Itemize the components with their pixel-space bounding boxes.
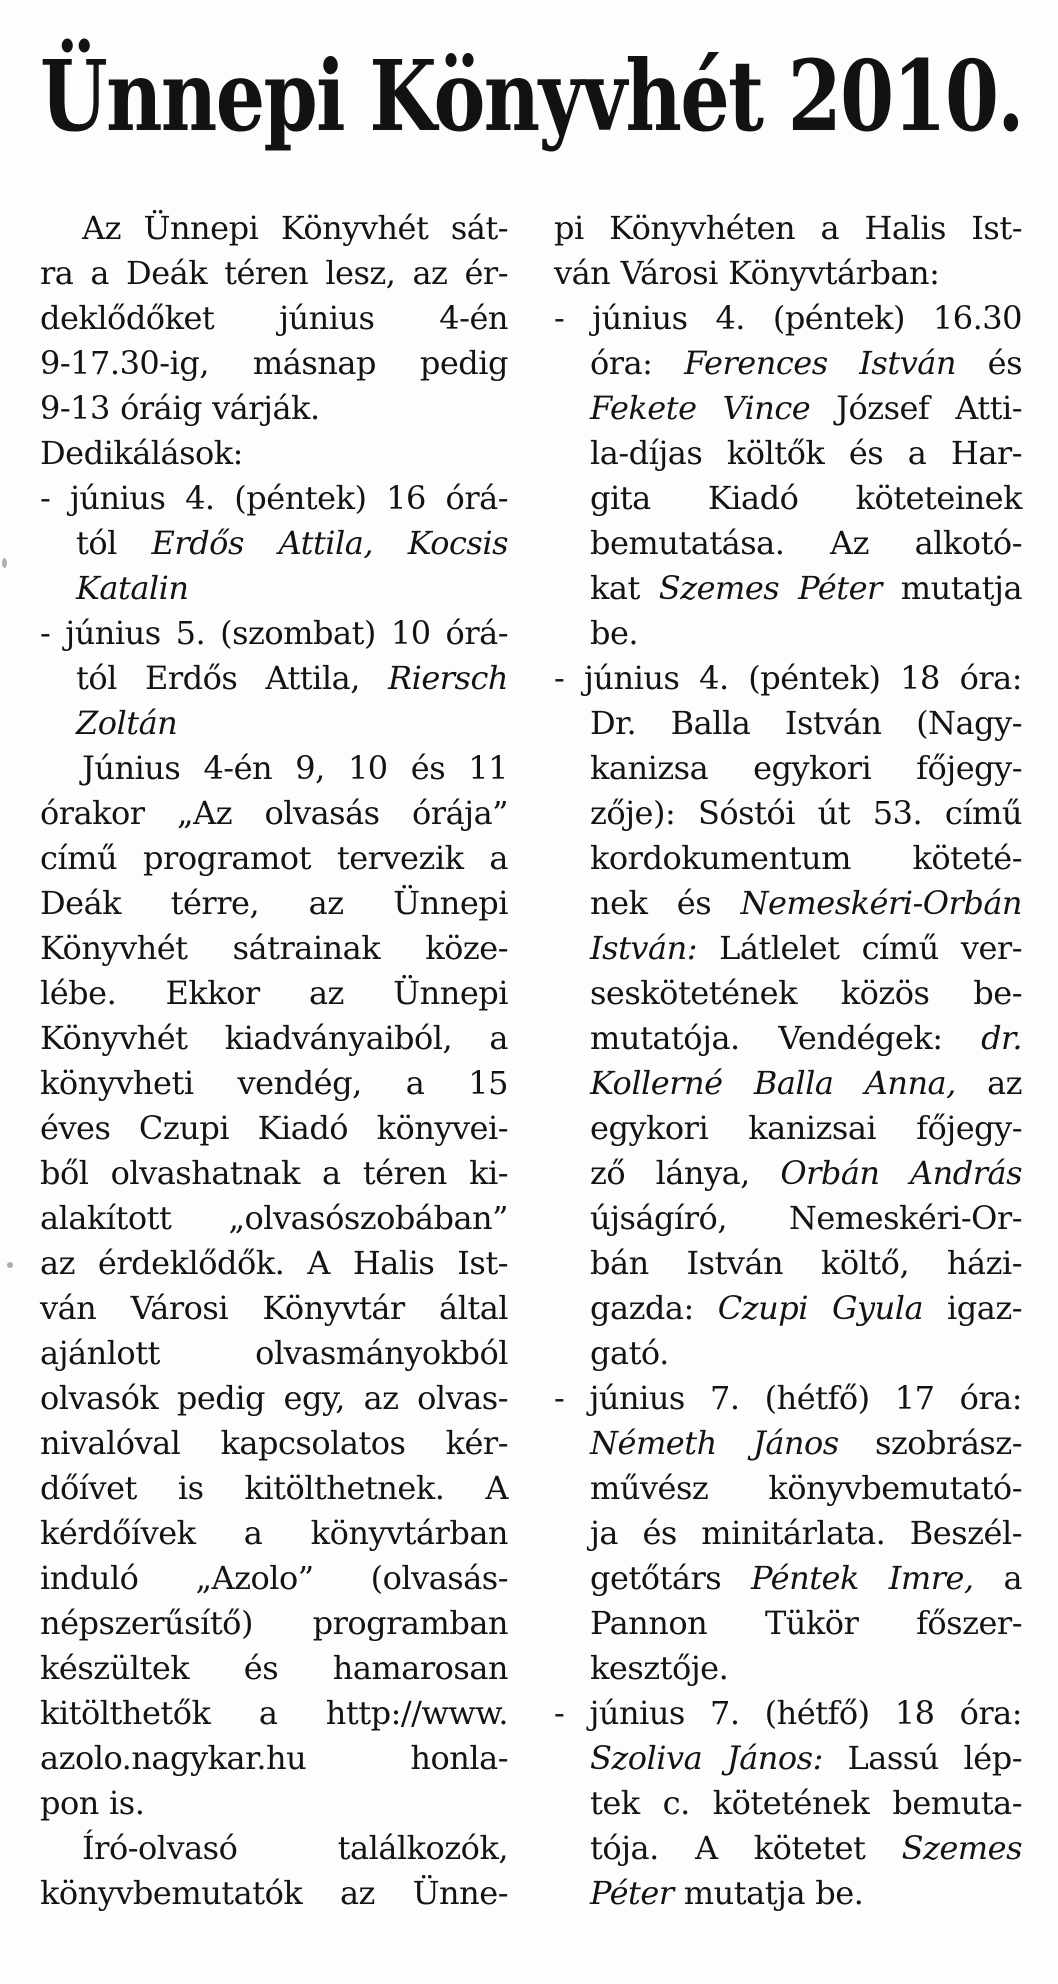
text-line bbox=[554, 791, 1022, 836]
text-line bbox=[40, 296, 508, 341]
text-line bbox=[40, 971, 508, 1016]
text-line bbox=[40, 1241, 508, 1286]
text-segment: az érdeklődők. A Halis Ist- bbox=[40, 1244, 508, 1282]
article-columns bbox=[40, 206, 1022, 1916]
text-segment: bemutatása. Az alkotó- bbox=[590, 524, 1022, 562]
text-line bbox=[40, 386, 508, 431]
italic-text-segment: Kollerné Balla Anna, bbox=[590, 1064, 956, 1102]
italic-text-segment: Orbán András bbox=[780, 1154, 1023, 1192]
italic-text-segment: Németh János bbox=[590, 1424, 839, 1462]
article-title-text: Ünnepi Könyvhét 2010. bbox=[40, 39, 1023, 153]
italic-text-segment: Nemeskéri-Orbán bbox=[740, 884, 1022, 922]
text-line bbox=[40, 1556, 508, 1601]
italic-text-segment: Katalin bbox=[76, 569, 189, 607]
italic-text-segment: Szemes Péter bbox=[658, 569, 882, 607]
article-column-left bbox=[40, 206, 508, 1916]
text-line bbox=[554, 1151, 1022, 1196]
text-segment: 9-17.30-ig, másnap pedig bbox=[40, 344, 508, 382]
text-segment: a bbox=[973, 1559, 1023, 1597]
text-line bbox=[40, 251, 508, 296]
text-line bbox=[554, 1331, 1022, 1376]
text-line bbox=[40, 1286, 508, 1331]
text-segment: be. bbox=[590, 614, 639, 652]
text-line bbox=[554, 881, 1022, 926]
text-line bbox=[40, 1826, 508, 1871]
text-segment: ván Városi Könyvtárban: bbox=[554, 254, 940, 292]
text-segment: induló „Azolo” (olvasás- bbox=[40, 1559, 508, 1597]
italic-text-segment: István: bbox=[590, 929, 697, 967]
text-segment: készültek és hamarosan bbox=[40, 1649, 508, 1687]
text-segment: Június 4-én 9, 10 és 11 bbox=[82, 749, 508, 787]
text-segment: Az Ünnepi Könyvhét sát- bbox=[82, 209, 508, 247]
text-segment: Író-olvasó találkozók, bbox=[82, 1829, 508, 1867]
text-line bbox=[40, 1466, 508, 1511]
text-segment: óra: bbox=[590, 344, 685, 382]
text-line bbox=[40, 1736, 508, 1781]
text-segment: olvasók pedig egy, az olvas- bbox=[40, 1379, 508, 1417]
text-line bbox=[554, 1286, 1022, 1331]
text-segment: József Atti- bbox=[810, 389, 1022, 427]
text-segment: az bbox=[955, 1064, 1023, 1102]
text-segment: lébe. Ekkor az Ünnepi bbox=[40, 974, 508, 1012]
text-segment: - június 5. (szombat) 10 órá- bbox=[40, 614, 508, 652]
text-line bbox=[40, 431, 508, 476]
text-line bbox=[554, 746, 1022, 791]
text-line bbox=[40, 656, 508, 701]
text-segment: ra a Deák téren lesz, az ér- bbox=[40, 254, 508, 292]
text-segment: kat bbox=[590, 569, 659, 607]
text-segment: szobrász- bbox=[838, 1424, 1023, 1462]
text-segment: nivalóval kapcsolatos kér- bbox=[40, 1424, 508, 1462]
text-line bbox=[40, 521, 508, 566]
text-segment: - június 4. (péntek) 16 órá- bbox=[40, 479, 508, 517]
text-line bbox=[40, 701, 508, 746]
scan-speck bbox=[7, 1262, 13, 1268]
text-line bbox=[40, 1421, 508, 1466]
text-segment: Deák térre, az Ünnepi bbox=[40, 884, 508, 922]
text-segment: gató. bbox=[590, 1334, 669, 1372]
text-line bbox=[40, 926, 508, 971]
text-line bbox=[554, 1466, 1022, 1511]
text-segment: - június 4. (péntek) 18 óra: bbox=[554, 659, 1022, 697]
italic-text-segment: dr. bbox=[981, 1019, 1022, 1057]
text-segment: című programot tervezik a bbox=[40, 839, 508, 877]
text-line bbox=[40, 836, 508, 881]
text-line bbox=[40, 881, 508, 926]
text-segment: Dr. Balla István (Nagy- bbox=[590, 704, 1022, 742]
text-line bbox=[40, 1376, 508, 1421]
text-line bbox=[554, 701, 1022, 746]
text-line bbox=[554, 1106, 1022, 1151]
text-line bbox=[554, 1421, 1022, 1466]
text-line bbox=[554, 1736, 1022, 1781]
text-segment: Látlelet című ver- bbox=[696, 929, 1022, 967]
text-segment: ja és minitárlata. Beszél- bbox=[590, 1514, 1022, 1552]
text-segment: ajánlott olvasmányokból bbox=[40, 1334, 508, 1372]
article-title bbox=[40, 40, 1058, 153]
text-line bbox=[554, 341, 1022, 386]
text-line bbox=[40, 206, 508, 251]
text-line bbox=[554, 1826, 1022, 1871]
text-segment: Lassú lép- bbox=[822, 1739, 1023, 1777]
text-line bbox=[554, 1376, 1022, 1421]
text-line bbox=[40, 1151, 508, 1196]
text-line bbox=[40, 1646, 508, 1691]
text-line bbox=[554, 656, 1022, 701]
text-line bbox=[40, 1331, 508, 1376]
text-segment: la-díjas költők és a Har- bbox=[590, 434, 1022, 472]
text-segment: tója. A kötetet bbox=[590, 1829, 902, 1867]
text-segment: alakított „olvasószobában” bbox=[40, 1199, 508, 1237]
text-segment: újságíró, Nemeskéri-Or- bbox=[590, 1199, 1022, 1237]
text-segment: - június 7. (hétfő) 17 óra: bbox=[554, 1379, 1022, 1417]
text-line bbox=[554, 386, 1022, 431]
text-segment: ző lánya, bbox=[590, 1154, 781, 1192]
italic-text-segment: Péntek Imre, bbox=[751, 1559, 974, 1597]
text-line bbox=[554, 431, 1022, 476]
text-segment: dőívet is kitölthetnek. A bbox=[40, 1469, 508, 1507]
text-line bbox=[40, 1601, 508, 1646]
text-segment: zője): Sóstói út 53. című bbox=[590, 794, 1022, 832]
text-line bbox=[40, 1016, 508, 1061]
text-segment: kesztője. bbox=[590, 1649, 729, 1687]
text-line bbox=[554, 1556, 1022, 1601]
text-segment: népszerűsítő) programban bbox=[40, 1604, 508, 1642]
text-segment: és bbox=[955, 344, 1022, 382]
text-segment: pi Könyvhéten a Halis Ist- bbox=[554, 209, 1022, 247]
text-segment: getőtárs bbox=[590, 1559, 752, 1597]
text-segment: deklődőket június 4-én bbox=[40, 299, 508, 337]
text-line bbox=[554, 1601, 1022, 1646]
text-line bbox=[554, 1691, 1022, 1736]
text-segment: seskötetének közös be- bbox=[590, 974, 1022, 1012]
text-segment: órakor „Az olvasás órája” bbox=[40, 794, 508, 832]
text-line bbox=[40, 791, 508, 836]
text-segment: pon is. bbox=[40, 1784, 145, 1822]
text-line bbox=[554, 1061, 1022, 1106]
text-line bbox=[554, 1871, 1022, 1916]
text-segment: mutatja bbox=[881, 569, 1023, 607]
text-segment: könyvheti vendég, a 15 bbox=[40, 1064, 508, 1102]
text-line bbox=[40, 476, 508, 521]
text-line bbox=[554, 476, 1022, 521]
text-segment: Dedikálások: bbox=[40, 434, 243, 472]
text-segment: mutatója. Vendégek: bbox=[590, 1019, 982, 1057]
text-segment: gazda: bbox=[590, 1289, 718, 1327]
text-segment: művész könyvbemutató- bbox=[590, 1469, 1022, 1507]
text-line bbox=[554, 926, 1022, 971]
text-segment: igaz- bbox=[923, 1289, 1023, 1327]
text-line bbox=[554, 1646, 1022, 1691]
text-segment: tól bbox=[76, 524, 152, 562]
text-segment: éves Czupi Kiadó könyvei- bbox=[40, 1109, 508, 1147]
scan-speck bbox=[2, 558, 7, 568]
italic-text-segment: Szemes bbox=[901, 1829, 1022, 1867]
text-segment: gita Kiadó köteteinek bbox=[590, 479, 1022, 517]
text-line bbox=[40, 1196, 508, 1241]
text-segment: kitölthetők a http://www. bbox=[40, 1694, 508, 1732]
text-line bbox=[40, 1871, 508, 1916]
text-line bbox=[554, 611, 1022, 656]
text-segment: - június 4. (péntek) 16.30 bbox=[554, 299, 1022, 337]
italic-text-segment: Erdős Attila, Kocsis bbox=[151, 524, 508, 562]
text-segment: nek és bbox=[590, 884, 741, 922]
text-line bbox=[40, 1511, 508, 1556]
article-column-right bbox=[554, 206, 1022, 1916]
text-line bbox=[40, 1106, 508, 1151]
text-line bbox=[554, 521, 1022, 566]
text-segment: egykori kanizsai főjegy- bbox=[590, 1109, 1022, 1147]
italic-text-segment: Riersch bbox=[387, 659, 508, 697]
text-segment: ből olvashatnak a téren ki- bbox=[40, 1154, 508, 1192]
text-line bbox=[554, 251, 1022, 296]
text-segment: tek c. kötetének bemuta- bbox=[590, 1784, 1022, 1822]
text-line bbox=[40, 611, 508, 656]
text-line bbox=[554, 206, 1022, 251]
text-segment: - június 7. (hétfő) 18 óra: bbox=[554, 1694, 1022, 1732]
text-segment: kanizsa egykori főjegy- bbox=[590, 749, 1022, 787]
italic-text-segment: Szoliva János: bbox=[590, 1739, 823, 1777]
italic-text-segment: Czupi Gyula bbox=[717, 1289, 924, 1327]
text-segment: mutatja be. bbox=[673, 1874, 864, 1912]
text-line bbox=[40, 1691, 508, 1736]
text-line bbox=[554, 1781, 1022, 1826]
text-line bbox=[554, 1016, 1022, 1061]
text-line bbox=[40, 341, 508, 386]
text-line bbox=[40, 1061, 508, 1106]
text-line bbox=[40, 566, 508, 611]
italic-text-segment: Fekete Vince bbox=[590, 389, 811, 427]
text-segment: kérdőívek a könyvtárban bbox=[40, 1514, 508, 1552]
italic-text-segment: Zoltán bbox=[76, 704, 178, 742]
text-segment: bán István költő, házi- bbox=[590, 1244, 1022, 1282]
text-line bbox=[40, 1781, 508, 1826]
italic-text-segment: Péter bbox=[590, 1874, 674, 1912]
text-segment: tól Erdős Attila, bbox=[76, 659, 388, 697]
text-line bbox=[554, 296, 1022, 341]
text-line bbox=[554, 1196, 1022, 1241]
italic-text-segment: Ferences István bbox=[684, 344, 956, 382]
text-segment: kordokumentum köteté- bbox=[590, 839, 1022, 877]
text-segment: Könyvhét kiadványaiból, a bbox=[40, 1019, 508, 1057]
text-line bbox=[554, 971, 1022, 1016]
text-segment: azolo.nagykar.hu honla- bbox=[40, 1739, 508, 1777]
text-line bbox=[554, 566, 1022, 611]
text-segment: Könyvhét sátrainak köze- bbox=[40, 929, 508, 967]
text-line bbox=[40, 746, 508, 791]
text-segment: 9-13 óráig várják. bbox=[40, 389, 320, 427]
text-line bbox=[554, 1511, 1022, 1556]
text-segment: Pannon Tükör főszer- bbox=[590, 1604, 1022, 1642]
text-line bbox=[554, 836, 1022, 881]
text-segment: ván Városi Könyvtár által bbox=[40, 1289, 508, 1327]
text-line bbox=[554, 1241, 1022, 1286]
text-segment: könyvbemutatók az Ünne- bbox=[40, 1874, 508, 1912]
